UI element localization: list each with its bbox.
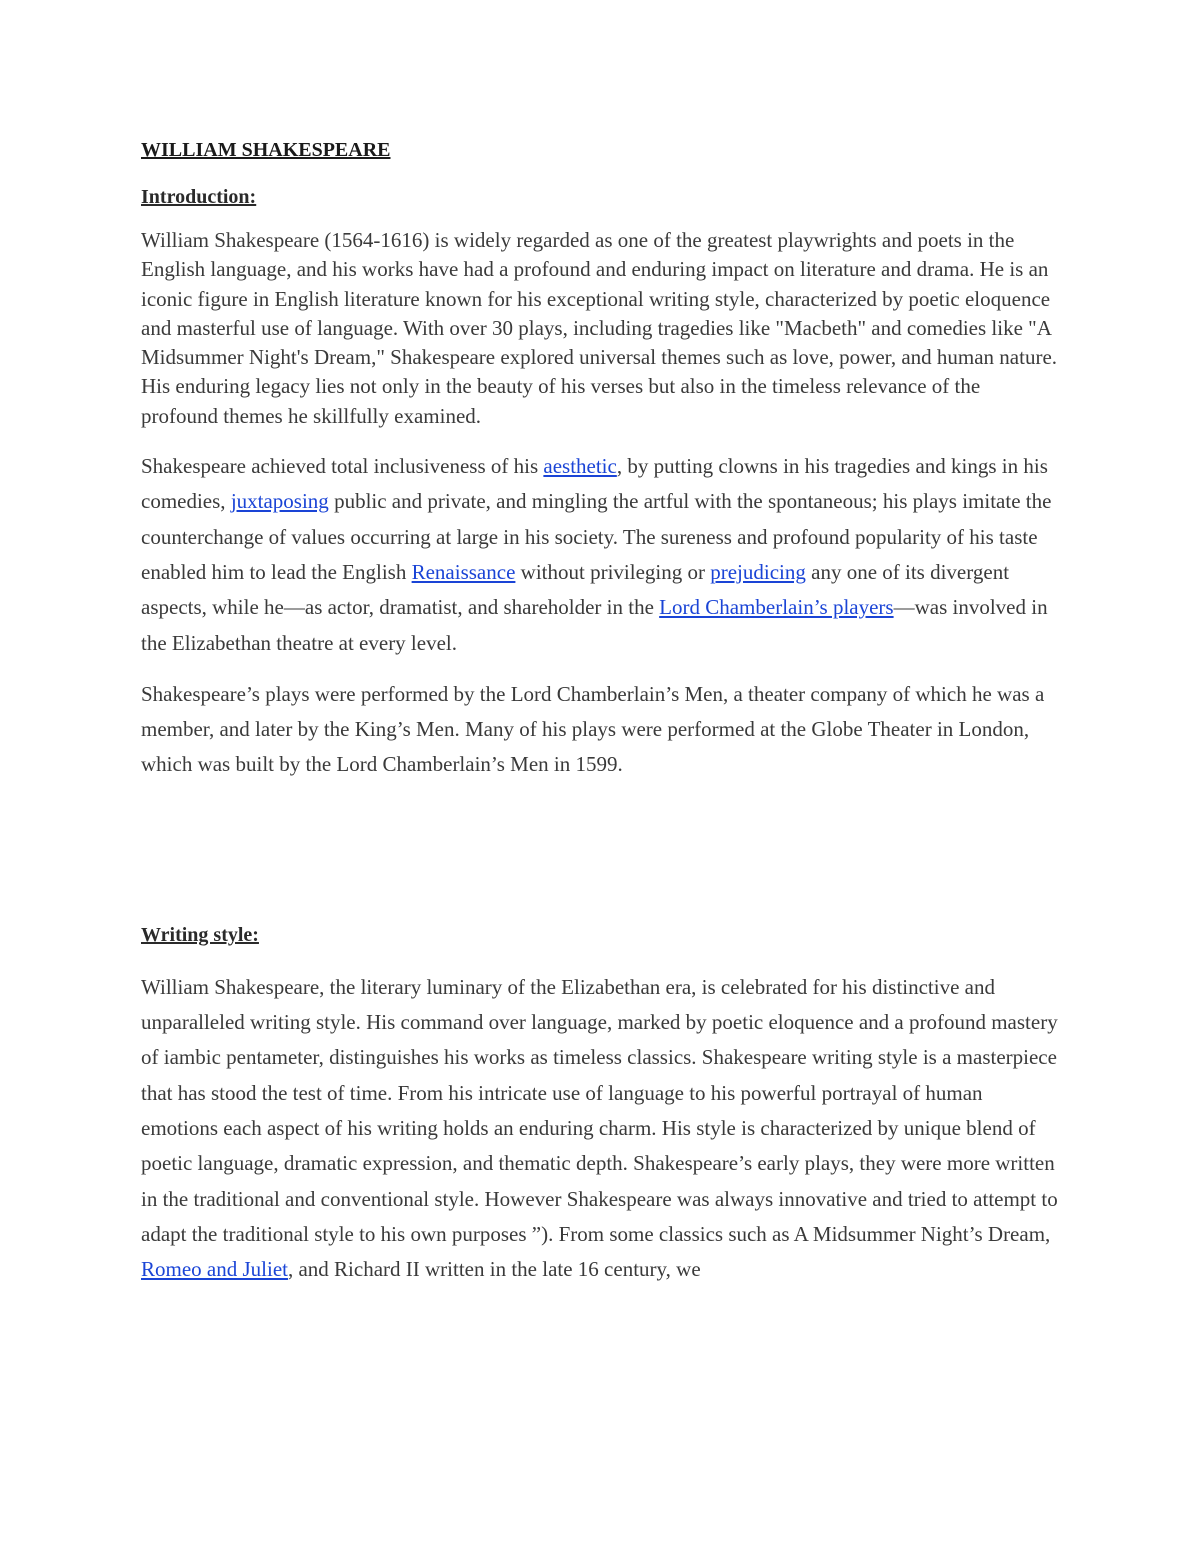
paragraph-writing-style-1 bbox=[141, 970, 1061, 1288]
link-renaissance[interactable]: Renaissance bbox=[411, 559, 516, 584]
paragraph-introduction-1: William Shakespeare (1564-1616) is widely regarded as one of the greatest playwrights and poets in the English language, and his works have had a profound and enduring impact on literature and drama. He is an iconic figure in English literature known for his exceptional writing style, characterized by poetic eloquence and masterful use of language. With over 30 plays, including tragedies like "Macbeth" and comedies like "A Midsummer Night's Dream," Shakespeare explored universal themes such as love, power, and human nature. His enduring legacy lies not only in the beauty of his verses but also in the timeless relevance of the profound themes he skillfully examined. bbox=[141, 228, 1058, 428]
document-title: WILLIAM SHAKESPEARE bbox=[141, 139, 391, 161]
text-run: without privileging or bbox=[515, 559, 711, 584]
link-lord-chamberlains-players[interactable]: Lord Chamberlain’s players bbox=[659, 595, 894, 620]
text-run: Shakespeare achieved total inclusiveness of his bbox=[141, 454, 544, 479]
text-run: any one of its divergent aspects, while he—as actor, dramatist, and shareholder in the bbox=[141, 559, 1010, 620]
heading-introduction: Introduction: bbox=[141, 186, 257, 208]
heading-writing-style: Writing style: bbox=[141, 923, 259, 946]
text-run: William Shakespeare, the literary luminary of the Elizabethan era, is celebrated for his distinctive and unparalleled writing style. His command over language, marked by poetic eloquence and a profound mastery of iambic pentameter, distinguishes his works as timeless classics. Shakespeare writing style is a masterpiece that has stood the test of time. From his intricate use of language to his powerful portrayal of human emotions each aspect of his writing holds an enduring charm. His style is characterized by unique blend of poetic language, dramatic expression, and thematic depth. Shakespeare’s early plays, they were more written in the traditional and conventional style. However Shakespeare was always innovative and tried to attempt to adapt the traditional style to his own purposes ”). From some classics such as A Midsummer Night’s Dream, bbox=[141, 974, 1058, 1246]
paragraph-introduction-3: Shakespeare’s plays were performed by the Lord Chamberlain’s Men, a theater company of which he was a member, and later by the King’s Men. Many of his plays were performed at the Globe Theater in London, which was built by the Lord Chamberlain’s Men in 1599. bbox=[141, 681, 1045, 777]
document-page bbox=[141, 138, 1061, 1287]
link-aesthetic[interactable]: aesthetic bbox=[543, 454, 617, 479]
paragraph-introduction-2 bbox=[141, 449, 1061, 661]
text-run: —was involved in the Elizabethan theatre at every level. bbox=[141, 595, 1048, 655]
link-romeo-and-juliet[interactable]: Romeo and Juliet bbox=[141, 1257, 288, 1282]
text-run: , and Richard II written in the late 16 century, we bbox=[287, 1257, 701, 1282]
link-juxtaposing[interactable]: juxtaposing bbox=[230, 489, 329, 514]
link-prejudicing[interactable]: prejudicing bbox=[710, 559, 806, 584]
text-run: public and private, and mingling the artful with the spontaneous; his plays imitate the counterchange of values occurring at large in his society. The sureness and profound popularity of his taste enabled him to lead the English bbox=[141, 489, 1052, 584]
text-run: , by putting clowns in his tragedies and kings in his comedies, bbox=[141, 454, 1048, 514]
